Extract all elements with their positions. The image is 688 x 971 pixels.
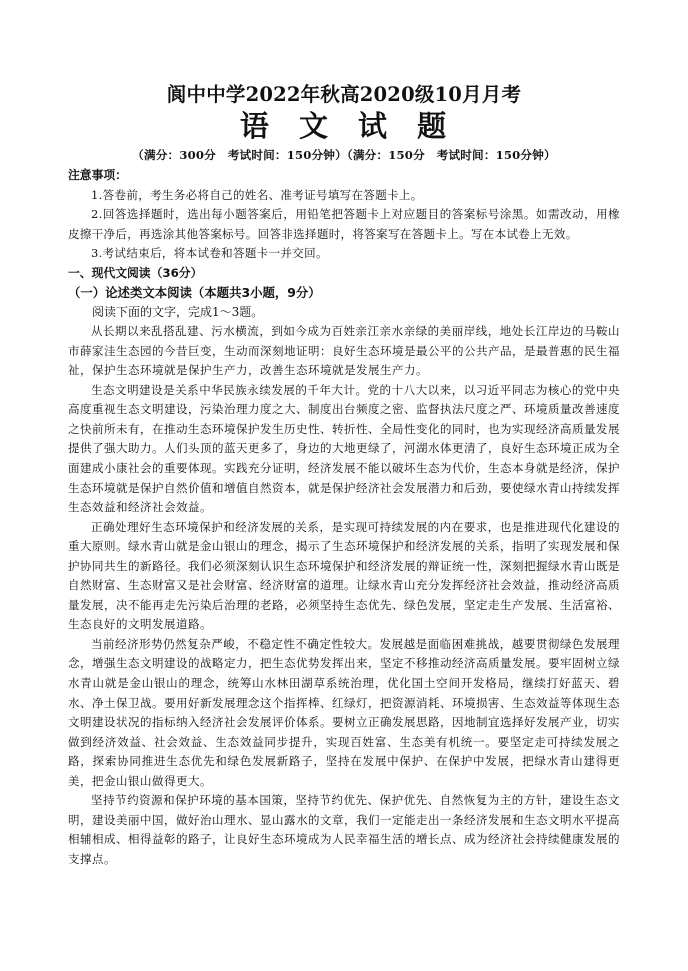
subject-title: 语 文 试 题 <box>239 109 457 143</box>
subsection-heading: （一）论述类文本阅读（本题共3小题，9分） <box>68 285 321 301</box>
reading-instruction: 阅读下面的文字，完成1～3题。 <box>92 304 264 319</box>
article-paragraph-3: 正确处理好生态环境保护和经济发展的关系，是实现可持续发展的内在要求，也是推进现代化建设的重大原则。绿水青山就是金山银山的理念，揭示了生态环境保护和经济发展的关系，指明了实现发展和保护协同共生的新路径。我们必须深刻认识生态环境保护和经济发展的辩证统一性，深刻把握绿水青山既是自然财富、生态财富又是社会财富、经济财富的道理。让绿水青山充分发挥经济社会效益，推动经济高质量发展，决不能再走先污染后治理的老路，必须坚持生态优先、绿色发展，坚定走生产发展、生活富裕、生态良好的文明发展道路。 <box>68 519 620 632</box>
article-paragraph-4: 当前经济形势仍然复杂严峻，不稳定性不确定性较大。发展越是面临困难挑战，越要贯彻绿色发展理念，增强生态文明建设的战略定力，把生态优势发挥出来，坚定不移推动经济高质量发展。要牢固树立绿水青山就是金山银山的理念，统筹山水林田湖草系统治理，优化国土空间开发格局，继续打好蓝天、碧水、净土保卫战。要用好新发展理念这个指挥棒、红绿灯，把资源消耗、环境损害、生态效益等体现生态文明建设状况的指标纳入经济社会发展评价体系。要树立正确发展思路，因地制宜选择好发展产业，切实做到经济效益、社会效益、生态效益同步提升，实现百姓富、生态美有机统一。要坚定走可持续发展之路，探索协同推进生态优先和绿色发展新路子，坚持在发展中保护、在保护中发展，把绿水青山建得更美，把金山银山做得更大。 <box>68 636 620 788</box>
exam-page <box>68 82 620 870</box>
note-item-1: 1.答卷前，考生务必将自己的姓名、准考证号填写在答题卡上。 <box>91 187 423 202</box>
article-paragraph-1: 从长期以来乱搭乱建、污水横流，到如今成为百姓亲江亲水亲绿的美丽岸线，地处长江岸边的马鞍山市薛家洼生态园的今昔巨变，生动而深刻地证明：良好生态环境是最公平的公共产品，是最普惠的民生福祉，保护生态环境就是保护生产力，改善生态环境就是发展生产力。 <box>68 324 620 378</box>
notes-section <box>68 166 620 264</box>
article-paragraph-2: 生态文明建设是关系中华民族永续发展的千年大计。党的十八大以来，以习近平同志为核心的党中央高度重视生态文明建设，污染治理力度之大、制度出台频度之密、监督执法尺度之严、环境质量改善速度之快前所未有，在推动生态环境保护发生历史性、转折性、全局性变化的同时，也为实现经济高质量发展提供了强大助力。人们头顶的蓝天更多了，身边的大地更绿了，河湖水体更清了，良好生态环境正成为全面建成小康社会的重要体现。实践充分证明，经济发展不能以破坏生态为代价，生态本身就是经济，保护生态环境就是保护自然价值和增值自然资本，就是保护经济社会发展潜力和后劲，要使绿水青山持续发挥生态效益和经济社会效益。 <box>68 382 620 515</box>
article-body <box>68 322 620 869</box>
note-item-3: 3.考试结束后，将本试卷和答题卡一并交回。 <box>91 246 328 261</box>
article-paragraph-5: 坚持节约资源和保护环境的基本国策，坚持节约优先、保护优先、自然恢复为主的方针，建设生态文明，建设美丽中国，做好治山理水、显山露水的文章，我们一定能走出一条经济发展和生态文明水平提高相辅相成、相得益彰的路子，让良好生态环境成为人民幸福生活的增长点、成为经济社会持续健康发展的支撑点。 <box>68 793 620 866</box>
exam-title: 阆中中学2022年秋高2020级10月月考 <box>166 83 522 106</box>
section-heading: 一、现代文阅读（36分） <box>68 265 203 280</box>
notes-title: 注意事项： <box>68 168 127 182</box>
score-time-line: （满分：300分 考试时间：150分钟）（满分：150分 考试时间：150分钟） <box>132 148 556 162</box>
note-item-2: 2.回答选择题时，选出每小题答案后，用铅笔把答题卡上对应题目的答案标号涂黑。如需改动，用橡皮擦干净后，再选涂其他答案标号。回答非选择题时，将答案写在答题卡上。写在本试卷上无效。 <box>68 207 620 241</box>
